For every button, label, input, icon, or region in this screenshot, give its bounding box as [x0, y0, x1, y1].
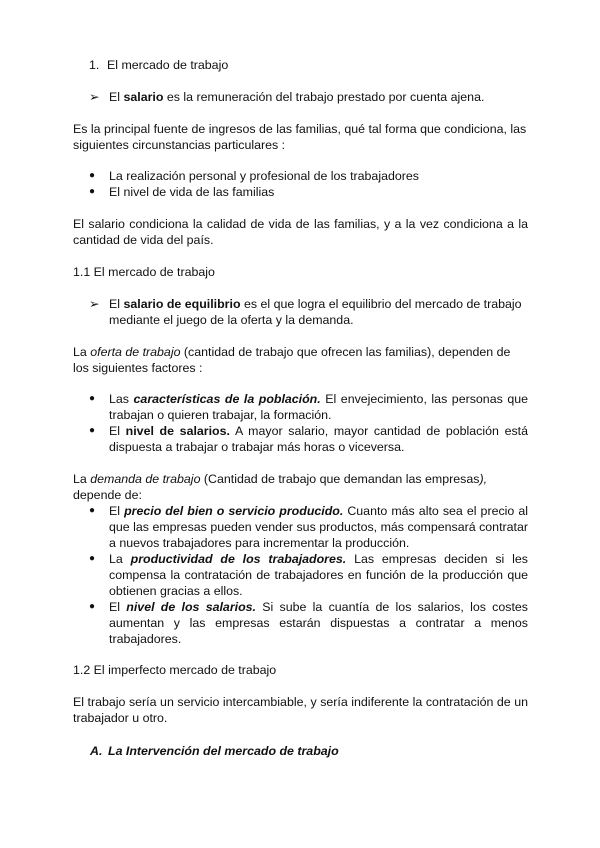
- list-item: [73, 599, 528, 647]
- subheading-a-letter: A.: [90, 744, 103, 758]
- list-item: [73, 423, 528, 455]
- item-post: Si sube la cuantía de los salarios, los costes aumentan y las empresas estarán dispuestas a contratar a menos trabajadores.: [109, 600, 528, 646]
- equilibrio-def-pre: El: [109, 297, 124, 311]
- item-post: Cuanto más alto sea el precio al que las empresas pueden vender sus productos, más compensará contratar a nuevos trabajadores para incrementar la producción.: [109, 504, 528, 550]
- oferta-post: (cantidad de trabajo que ofrecen las familias), dependen de los siguientes factores :: [73, 345, 511, 375]
- oferta-pre: La: [73, 345, 91, 359]
- item-term: precio del bien o servicio producido.: [124, 504, 344, 518]
- list-item: [73, 503, 528, 551]
- demanda-mid: (: [200, 472, 209, 486]
- section-1-number: 1.: [89, 58, 100, 72]
- bullet-dot-icon: ●: [89, 553, 96, 564]
- salario-equilibrio-definition: [89, 296, 529, 328]
- item-pre: El: [109, 600, 127, 614]
- heading-1-1: 1.1 El mercado de trabajo: [73, 265, 215, 279]
- arrow-bullet-icon: ➢: [89, 90, 100, 104]
- demanda-factors-list: [73, 503, 528, 647]
- item-post: El envejecimiento, las personas que trabajan o quieren trabajar, la formación.: [109, 392, 528, 422]
- item-pre: El: [109, 504, 125, 518]
- circumstances-list: [73, 168, 528, 200]
- paragraph-salario-condiciona: El salario condiciona la calidad de vida de las familias, y a la vez condiciona a la cantidad de vida del país.: [73, 217, 528, 247]
- list-item-text: El nivel de vida de las familias: [109, 185, 275, 199]
- bullet-dot-icon: ●: [89, 170, 96, 181]
- item-term: nivel de los salarios.: [126, 600, 256, 614]
- arrow-bullet-icon: ➢: [89, 297, 100, 311]
- salario-term: salario: [123, 90, 164, 104]
- bullet-dot-icon: ●: [89, 505, 96, 516]
- demanda-term: demanda de trabajo: [90, 472, 201, 486]
- demanda-close: ),: [479, 472, 488, 486]
- list-item: [73, 168, 528, 184]
- paragraph-intercambiable: El trabajo sería un servicio intercambiable, y sería indiferente la contratación de un trabajador u otro.: [73, 695, 528, 725]
- subheading-a: [90, 743, 530, 759]
- heading-1-2: 1.2 El imperfecto mercado de trabajo: [73, 663, 277, 677]
- subheading-a-title: La Intervención del mercado de trabajo: [108, 744, 339, 758]
- oferta-factors-list: [73, 391, 528, 455]
- item-post: Las empresas deciden si les compensa la contratación de trabajadores en función de la producción que obtienen gracias a ellos.: [109, 552, 528, 598]
- item-pre: La: [109, 552, 131, 566]
- item-post: A mayor salario, mayor cantidad de población está dispuesta a trabajar o trabajar más horas o viceversa.: [109, 424, 528, 454]
- demanda-pre: La: [73, 472, 91, 486]
- list-item: [73, 391, 528, 423]
- list-item: [73, 184, 528, 200]
- bullet-dot-icon: ●: [89, 186, 96, 197]
- salario-definition: [89, 89, 529, 105]
- demanda-post: depende de:: [73, 488, 142, 502]
- salario-def-post: es la remuneración del trabajo prestado por cuenta ajena.: [163, 90, 485, 104]
- list-item-text: La realización personal y profesional de los trabajadores: [109, 169, 419, 183]
- item-pre: El: [109, 424, 126, 438]
- list-item: [73, 551, 528, 599]
- item-term: características de la población.: [133, 392, 321, 406]
- bullet-dot-icon: ●: [89, 425, 96, 436]
- bullet-dot-icon: ●: [89, 393, 96, 404]
- equilibrio-def-post: es el que logra el equilibrio del mercado de trabajo mediante el juego de la oferta y la demanda.: [109, 297, 522, 327]
- item-term: productividad de los trabajadores.: [130, 552, 347, 566]
- demanda-paren: Cantidad de trabajo que demandan las empresas: [208, 472, 480, 486]
- item-pre: Las: [109, 392, 134, 406]
- oferta-term: oferta de trabajo: [90, 345, 181, 359]
- paragraph-fuente-ingresos: Es la principal fuente de ingresos de las familias, qué tal forma que condiciona, las siguientes circunstancias particulares :: [73, 122, 527, 152]
- salario-def-pre: El: [109, 90, 124, 104]
- salario-equilibrio-term: salario de equilibrio: [123, 297, 241, 311]
- paragraph-oferta: [73, 344, 528, 376]
- bullet-dot-icon: ●: [89, 601, 96, 612]
- item-term: nivel de salarios.: [125, 424, 230, 438]
- section-1-title: El mercado de trabajo: [107, 58, 229, 72]
- paragraph-demanda: [73, 471, 528, 503]
- section-1-heading: [89, 57, 529, 73]
